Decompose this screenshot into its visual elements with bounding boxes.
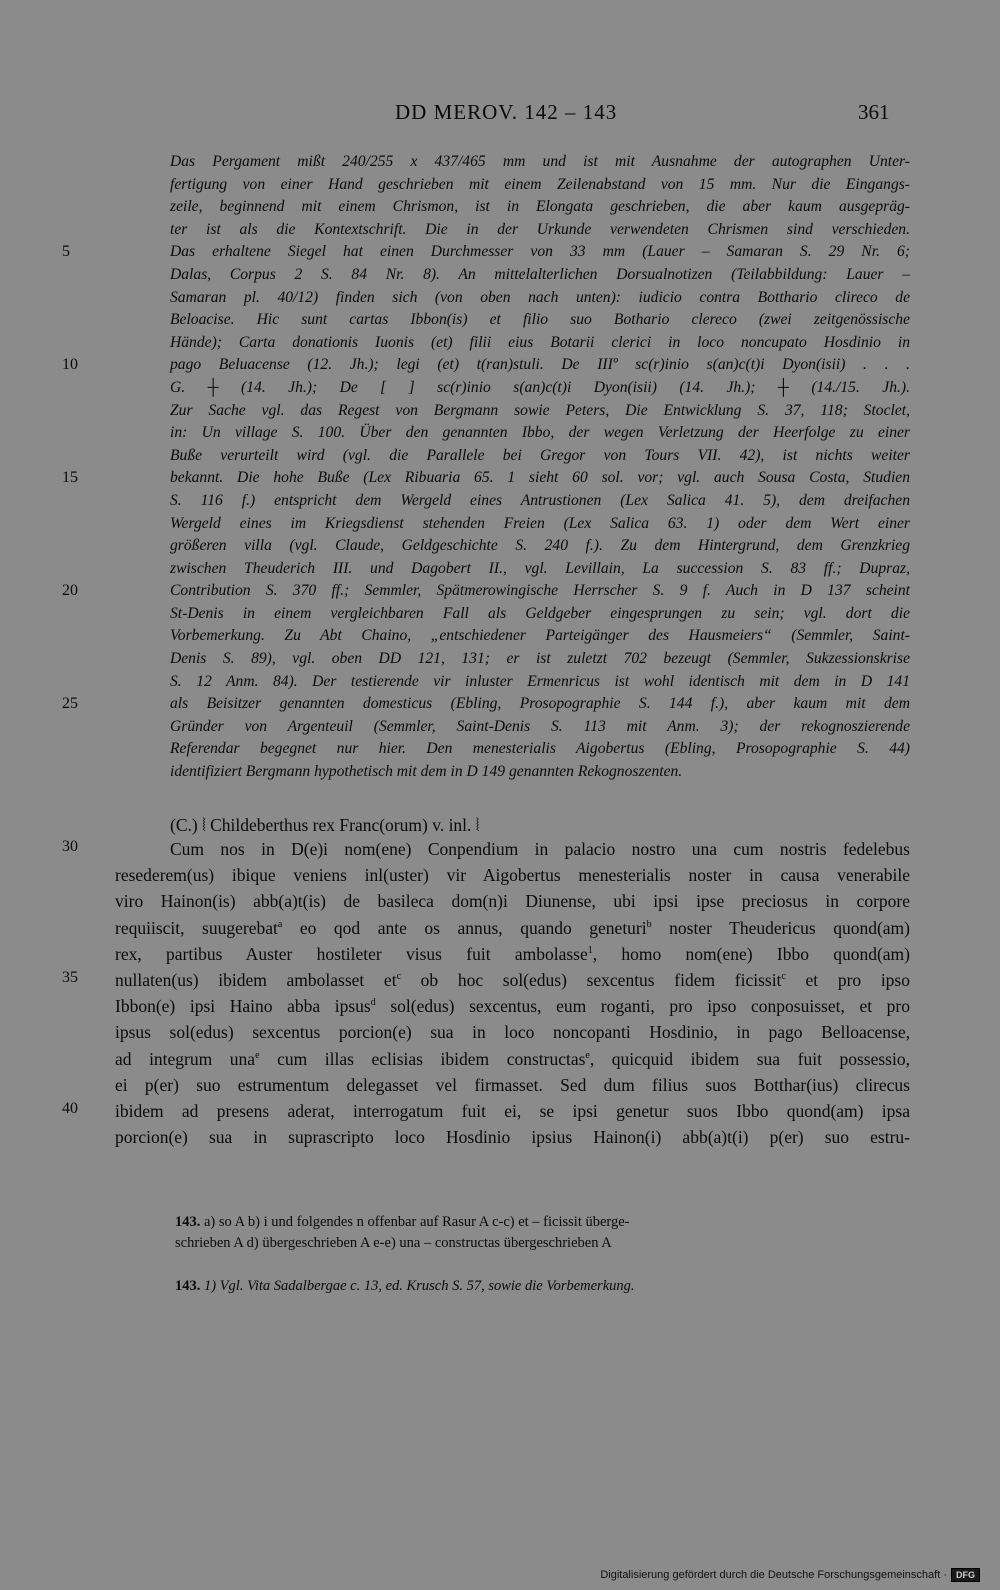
commentary-block (170, 151, 910, 784)
commentary-line: S. 116 f.) entspricht dem Wergeld eines Antrustionen (Lex Salica 41. 5), dem dreifachen (170, 491, 910, 509)
charter-line: viro Hainon(is) abb(a)t(is) de basileca dom(n)i Diunense, ubi ipsi ipse preciosus in corpore (115, 891, 910, 912)
running-header (0, 100, 1000, 130)
commentary-line: Das Pergament mißt 240/255 x 437/465 mm und ist mit Ausnahme der autographen Unter- (170, 153, 910, 170)
commentary-line: fertigung von einer Hand geschrieben mit einem Zeilenabstand von 15 mm. Nur die Eingangs- (170, 175, 910, 193)
charter-line: ad integrum una$^e$ cum illas eclisias ibidem constructas$^e$, quicquid ibidem sua fuit possessio, (115, 1048, 910, 1069)
line-number: 25 (62, 695, 78, 712)
charter-line: rex, partibus Auster hostileter visus fuit ambolasse$^1$, homo nom(ene) Ibbo quond(am) (115, 943, 911, 964)
charter-line: ipsus sol(edus) sexcentus porcion(e) sua in loco noncopanti Hosdinio, in pago Belloacense, (115, 1022, 910, 1043)
charter-line: porcion(e) sua in suprascripto loco Hosdinio ipsius Hainon(i) abb(a)t(i) p(er) suo estru- (115, 1127, 910, 1148)
intitulatio: (C.) ⦚ Childeberthus rex Franc(orum) v. inl. ⦚ (170, 815, 480, 835)
note-line: a) so A b) i und folgendes n offenbar auf Rasur A c-c) et – ficissit überge- (204, 1214, 630, 1230)
commentary-line: Contribution S. 370 ff.; Semmler, Spätmerowingische Herrscher S. 9 f. Auch in D 137 scheint (170, 582, 910, 600)
line-number: 15 (62, 469, 78, 486)
footer-credit (600, 1568, 980, 1582)
commentary-line: G. ┼ (14. Jh.); De [ ] sc(r)inio s(an)c(t)i Dyon(isii) (14. Jh.); ┼ (14./15. Jh.). (170, 378, 910, 396)
page-number: 361 (858, 100, 890, 124)
commentary-line: Beloacise. Hic sunt cartas Ibbon(is) et filio suo Bothario clereco (zwei zeitgenössische (170, 311, 910, 329)
commentary-line: Wergeld eines im Kriegsdienst stehenden Freien (Lex Salica 63. 1) oder dem Wert einer (170, 514, 910, 532)
commentary-line: Das erhaltene Siegel hat einen Durchmesser von 33 mm (Lauer – Samaran S. 29 Nr. 6; (170, 243, 910, 261)
charter-line: Cum nos in D(e)i nom(ene) Conpendium in palacio nostro una cum nostris fedelebus (170, 839, 910, 859)
commentary-line: identifiziert Bergmann hypothetisch mit dem in D 149 genannten Rekognoszenten. (170, 763, 683, 781)
commentary-line: größeren villa (vgl. Claude, Geldgeschichte S. 240 f.). Zu dem Hintergrund, dem Grenzkrieg (170, 537, 910, 555)
line-number: 40 (62, 1100, 78, 1117)
commentary-line: Gründer von Argenteuil (Semmler, Saint-Denis S. 113 mit Anm. 3); der rekognoszierende (170, 717, 910, 735)
note-text: 1) Vgl. Vita Sadalbergae c. 13, ed. Krusch S. 57, sowie die Vorbemerkung. (204, 1278, 635, 1294)
source-notes (175, 1276, 910, 1297)
line-number: 10 (62, 356, 78, 373)
line-number: 20 (62, 582, 78, 599)
commentary-line: zwischen Theuderich III. und Dagobert II., vgl. Levillain, La succession S. 83 ff.; Dupraz, (170, 559, 910, 577)
commentary-line: als Beisitzer genannten domesticus (Ebling, Prosopographie S. 144 f.), aber kaum mit dem (170, 695, 910, 713)
commentary-line: Zur Sache vgl. das Regest von Bergmann sowie Peters, Die Entwicklung S. 37, 118; Stoclet, (170, 401, 910, 419)
charter-line: nullaten(us) ibidem ambolasset $et^c$ ob hoc sol(edus) sexcentus fidem ficissit$^c$ et pro ipso (115, 970, 910, 991)
charter-line: ibidem ad presens aderat, interrogatum fuit ei, se ipsi genetur suos Ibbo quond(am) ipsa (115, 1101, 910, 1122)
commentary-line: Dalas, Corpus 2 S. 84 Nr. 8). An mittelalterlichen Dorsualnotizen (Teilabbildung: Lauer – (170, 265, 910, 283)
line-number: 35 (62, 969, 78, 986)
footer-text: Digitalisierung gefördert durch die Deutsche Forschungsgemeinschaft · (600, 1569, 947, 1581)
commentary-line: ter ist als die Kontextschrift. Die in der Urkunde verwendeten Chrismen sind verschieden. (170, 220, 910, 238)
commentary-line: Hände); Carta donationis Iuonis (et) filii eius Botarii clerici in loco noncupato Hosdinio in (170, 333, 910, 351)
commentary-line: S. 12 Anm. 84). Der testierende vir inluster Ermenricus ist wohl identisch mit dem in D 141 (170, 672, 910, 690)
commentary-line: bekannt. Die hohe Buße (Lex Ribuaria 65. 1 sieht 60 sol. vor; vgl. auch Sousa Costa, Studien (170, 469, 910, 487)
commentary-line: Samaran pl. 40/12) finden sich (von oben nach unten): iudicio contra Botthario clireco de (170, 288, 910, 306)
note-line: schrieben A d) übergeschrieben A e-e) una – constructas übergeschrieben A (175, 1235, 612, 1251)
note-number: 143. (175, 1214, 201, 1230)
commentary-line: Buße verurteilt wird (vgl. die Parallele bei Gregor von Tours VII. 42), ist nichts weiter (170, 446, 910, 464)
note-number: 143. (175, 1278, 201, 1294)
critical-apparatus (175, 1212, 910, 1254)
commentary-line: in: Un village S. 100. Über den genannten Ibbo, der wegen Verletzung der Heerfolge zu einer (170, 424, 910, 442)
charter-line: requiiscit, suugerebat$^a$ eo qod ante os annus, quando geneturi$^b$ noster Theudericus quond(am) (115, 917, 910, 938)
charter-text (115, 836, 910, 1150)
commentary-line: Vorbemerkung. Zu Abt Chaino, „entschiedener Parteigänger des Hausmeiers“ (Semmler, Saint- (170, 627, 910, 645)
charter-line: Ibbon(e) ipsi Haino abba ipsus$^d$ sol(edus) sexcentus, eum roganti, pro ipso conposuisset, et pro (115, 996, 910, 1017)
commentary-line: Denis S. 89), vgl. oben DD 121, 131; er ist zuletzt 702 bezeugt (Semmler, Sukzessionskrise (170, 650, 910, 668)
commentary-line: zeile, beginnend mit einem Chrismon, ist in Elongata geschrieben, die aber kaum ausgepräg- (170, 198, 910, 216)
commentary-line: St-Denis in einem vergleichbaren Fall als Geldgeber eingesprungen zu sein; vgl. dort die (170, 604, 910, 622)
line-number: 30 (62, 838, 78, 855)
commentary-line: Referendar begegnet nur hier. Den menesterialis Aigobertus (Ebling, Prosopographie S. 44) (170, 740, 910, 758)
charter-line: resederem(us) ibique veniens inl(uster) vir Aigobertus menesterialis noster in causa venerabile (115, 865, 910, 886)
dfg-logo-icon: DFG (951, 1568, 980, 1582)
line-number: 5 (62, 243, 70, 260)
running-title: DD MEROV. 142 – 143 (395, 100, 618, 124)
commentary-line: pago Beluacense (12. Jh.); legi (et) t(ran)stuli. De IIIº sc(r)inio s(an)c(t)i Dyon(isii) . . . (170, 356, 910, 374)
charter-line: ei p(er) suo estrumentum delegasset vel firmasset. Sed dum filius suos Botthar(ius) clirecus (115, 1074, 910, 1095)
